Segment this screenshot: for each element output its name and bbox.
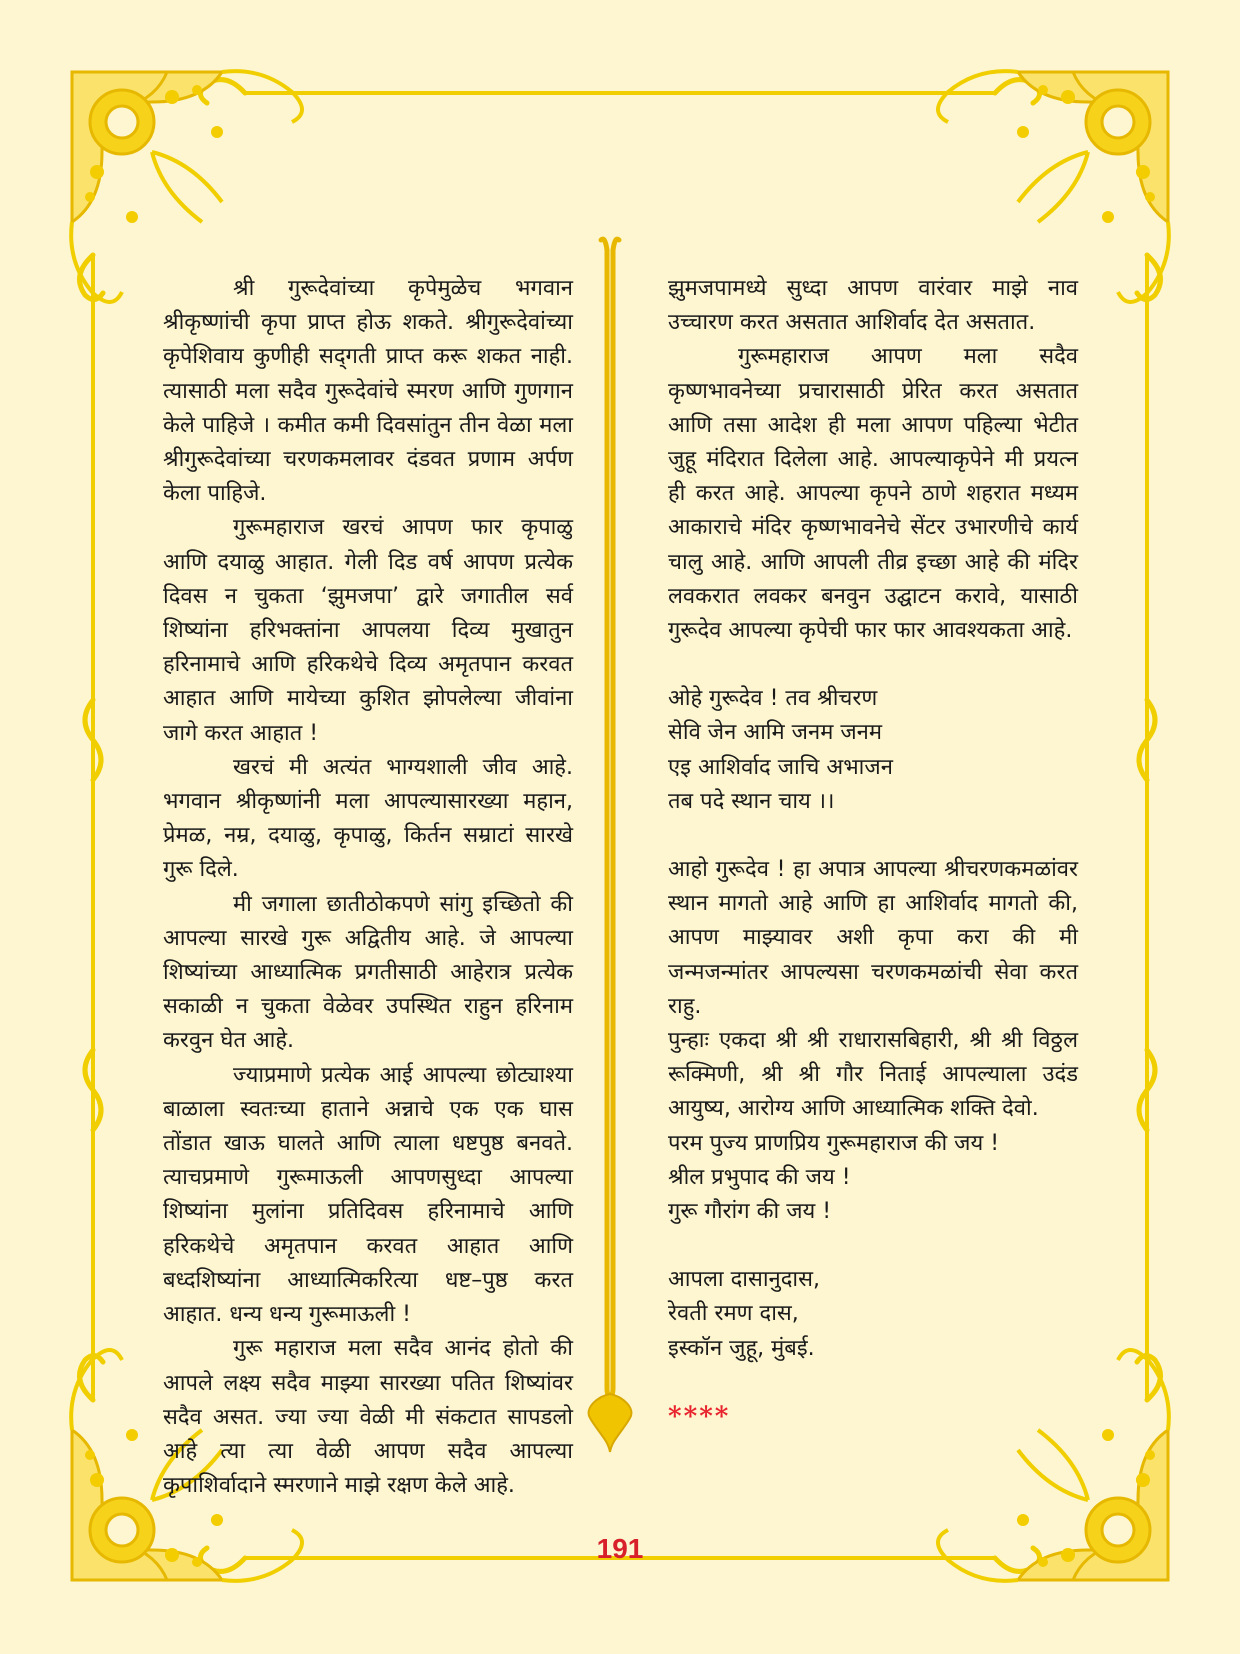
signature-line: आपला दासानुदास, bbox=[668, 1267, 820, 1293]
signature-block bbox=[668, 1263, 1078, 1366]
jai-line: गुरू गौरांग की जय ! bbox=[668, 1199, 832, 1225]
verse-line: तब पदे स्थान चाय ।। bbox=[668, 788, 835, 814]
paragraph: खरचं मी अत्यंत भाग्यशाली जीव आहे. भगवान श्रीकृष्णांनी मला आपल्यासारख्या महान, प्रेमळ, नम्र, दयाळु, कृपाळु, किर्तन सम्राटां सारखे गुरू दिले. bbox=[163, 754, 573, 883]
corner-ornament-icon bbox=[938, 71, 1169, 302]
verse-block bbox=[668, 682, 1078, 819]
paragraph: आहो गुरूदेव ! हा अपात्र आपल्या श्रीचरणकमळांवर स्थान मागतो आहे आणि हा आशिर्वाद मागतो की, आपण माझ्यावर अशी कृपा करा की मी जन्मजन्मांतर आपल्यसा चरणकमळांची सेवा करत राहु. bbox=[668, 857, 1078, 1019]
paragraph: पुन्हाः एकदा श्री श्री राधारासबिहारी, श्री श्री विठ्ठल रूक्मिणी, श्री श्री गौर निताई आपल्याला उदंड आयुष्य, आरोग्य आणि आध्यात्मिक शक्ति देवो. bbox=[668, 1028, 1078, 1122]
paragraph: गुरू महाराज मला सदैव आनंद होतो की आपले लक्ष्य सदैव माझ्या सारख्या पतित शिष्यांवर सदैव असत. ज्या ज्या वेळी मी संकटात सापडलो आहे त्या त्या वेळी आपण सदैव आपल्या कृपाशिर्वादाने स्मरणाने माझे रक्षण केले आहे. bbox=[163, 1336, 573, 1499]
paragraph: गुरूमहाराज खरचं आपण फार कृपाळु आणि दयाळु आहात. गेली दिड वर्ष आपण प्रत्येक दिवस न चुकता ‘झुमजपा’ द्वारे जगातील सर्व शिष्यांना हरिभक्तांना आपलया दिव्य मुखातुन हरिनामाचे आणि हरिकथेचे दिव्य अमृतपान करवत आहात आणि मायेच्या कुशित झोपलेल्या जीवांना जागे करत आहात ! bbox=[163, 515, 573, 746]
right-column bbox=[668, 272, 1078, 1434]
end-stars: **** bbox=[668, 1401, 731, 1432]
signature-line: रेवती रमण दास, bbox=[668, 1301, 799, 1327]
tilak-divider-icon bbox=[589, 239, 632, 1452]
left-column bbox=[163, 272, 573, 1503]
paragraph: गुरूमहाराज आपण मला सदैव कृष्णभावनेच्या प्रचारासाठी प्रेरित करत असतात आणि तसा आदेश ही मला आपण पहिल्या भेटीत जुहू मंदिरात दिलेला आहे. आपल्याकृपेने मी प्रयत्न ही करत आहे. आपल्या कृपने ठाणे शहरात मध्यम आकाराचे मंदिर कृष्णभावनेचे सेंटर उभारणीचे कार्य चालु आहे. आणि आपली तीव्र इच्छा आहे की मंदिर लवकरात लवकर बनवुन उद्घाटन करावे, यासाठी गुरूदेव आपल्या कृपेची फार फार आवश्यकता आहे. bbox=[668, 344, 1078, 644]
verse-line: ओहे गुरूदेव ! तव श्रीचरण bbox=[668, 686, 878, 712]
jai-line: परम पुज्य प्राणप्रिय गुरूमहाराज की जय ! bbox=[668, 1130, 1000, 1156]
paragraph: झुमजपामध्ये सुध्दा आपण वारंवार माझे नाव उच्चारण करत असतात आशिर्वाद देत असतात. bbox=[668, 276, 1078, 336]
signature-line: इस्कॉन जुहू, मुंबई. bbox=[668, 1335, 815, 1361]
page-number: 191 bbox=[596, 1533, 644, 1564]
paragraph: ज्याप्रमाणे प्रत्येक आई आपल्या छोट्याश्या बाळाला स्वतःच्या हाताने अन्नाचे एक एक घास तोंडात खाऊ घालते आणि त्याला धष्टपुष्ठ बनवते. त्याचप्रमाणे गुरूमाऊली आपणसुध्दा आपल्या शिष्यांना मुलांना प्रतिदिवस हरिनामाचे आणि हरिकथेचे अमृतपान करवत आहात आणि बध्दशिष्यांना आध्यात्मिकरित्या धष्ट–पुष्ठ करत आहात. धन्य धन्य गुरूमाऊली ! bbox=[163, 1062, 573, 1328]
jai-line: श्रील प्रभुपाद की जय ! bbox=[668, 1164, 851, 1190]
paragraph: मी जगाला छातीठोकपणे सांगु इच्छितो की आपल्या सारखे गुरू अद्वितीय आहे. जे आपल्या शिष्यांच्या आध्यात्मिक प्रगतीसाठी आहेरात्र प्रत्येक सकाळी न चुकता वेळेवर उपस्थित राहुन हरिनाम करवुन घेत आहे. bbox=[163, 891, 573, 1054]
corner-ornament-icon bbox=[71, 71, 302, 302]
paragraph: श्री गुरूदेवांच्या कृपेमुळेच भगवान श्रीकृष्णांची कृपा प्राप्त होऊ शकते. श्रीगुरूदेवांच्या कृपेशिवाय कुणीही सद्‌गती प्राप्त करू शकत नाही. त्यासाठी मला सदैव गुरूदेवांचे स्मरण आणि गुणगान केले पाहिजे । कमीत कमी दिवसांतुन तीन वेळा मला श्रीगुरूदेवांच्या चरणकमलावर दंडवत प्रणाम अर्पण केला पाहिजे. bbox=[163, 276, 573, 507]
verse-line: सेवि जेन आमि जनम जनम bbox=[668, 720, 883, 746]
verse-line: एइ आशिर्वाद जाचि अभाजन bbox=[668, 754, 893, 780]
